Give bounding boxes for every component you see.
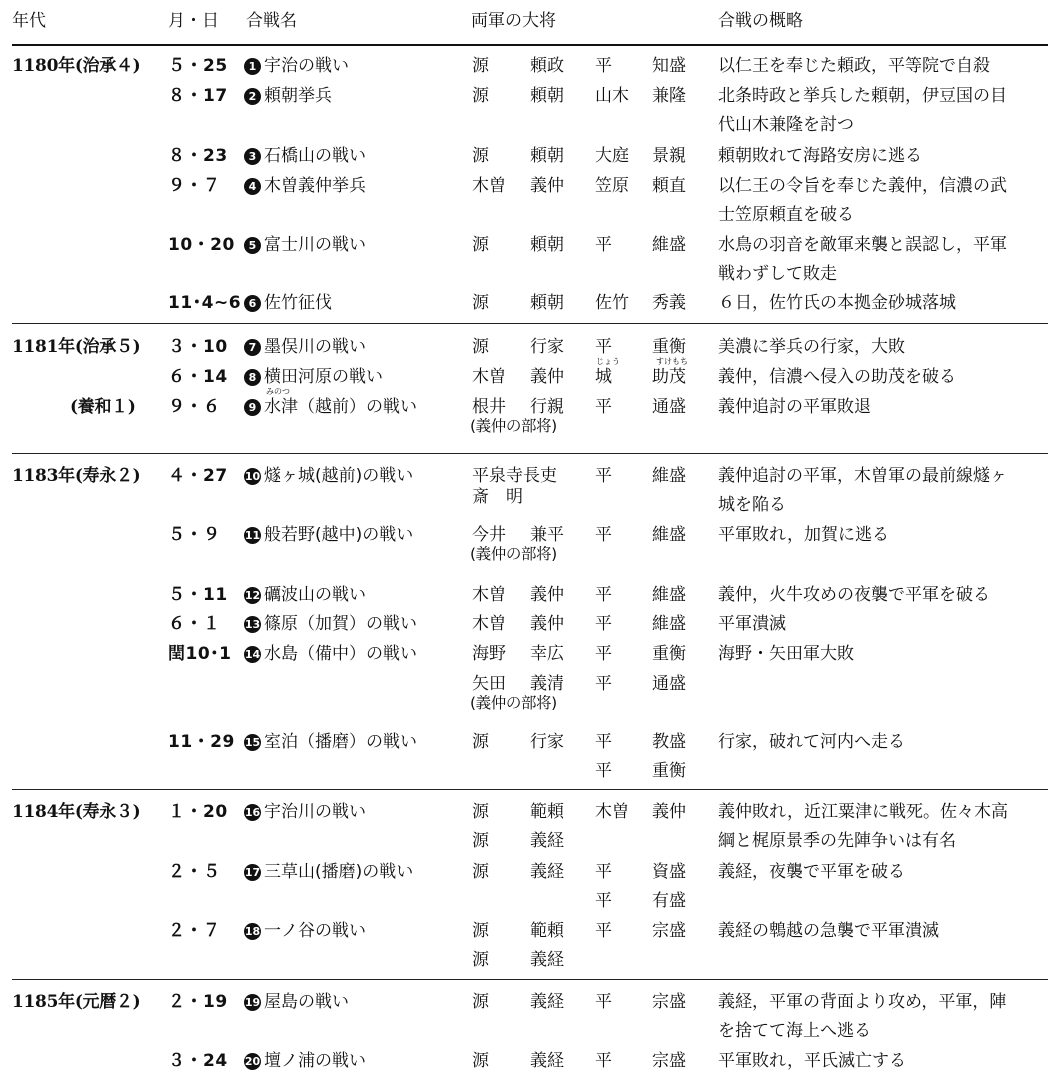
commander-a-name: 義仲 bbox=[530, 614, 564, 634]
battle-number-badge: 5 bbox=[244, 237, 261, 254]
commander-b-surname: 平 bbox=[595, 614, 612, 634]
battle-date: ８・23 bbox=[168, 146, 228, 166]
commander-a-name: 行家 bbox=[530, 337, 564, 357]
battle-date: ６・14 bbox=[168, 367, 228, 387]
commander-b2-name: 重衡 bbox=[652, 761, 686, 781]
commander-b-name: 教盛 bbox=[652, 732, 686, 752]
battle-number-badge: 19 bbox=[244, 995, 261, 1009]
commander-b-surname: 平 bbox=[595, 397, 612, 417]
commander-b-surname: 大庭 bbox=[595, 146, 629, 166]
commander-a2-surname: 矢田 bbox=[472, 674, 506, 694]
era-label: 1185年(元暦２) bbox=[12, 992, 141, 1012]
commander-b-name: 知盛 bbox=[652, 56, 686, 76]
commander-a-name: 行親 bbox=[530, 397, 564, 417]
battle-number-badge: 6 bbox=[244, 295, 261, 312]
battle-number-badge: 1 bbox=[244, 58, 261, 75]
commander-a-surname: 源 bbox=[472, 293, 489, 313]
commander-a-surname: 源 bbox=[472, 337, 489, 357]
battle-name: 一ノ谷の戦い bbox=[264, 921, 366, 941]
battle-name-cell bbox=[244, 584, 366, 606]
commander-b-surname: 平 bbox=[595, 992, 612, 1012]
battle-date: ６・１ bbox=[168, 614, 221, 634]
commander-a-note: (義仲の部将) bbox=[470, 545, 557, 563]
battle-date: ３・24 bbox=[168, 1051, 228, 1071]
battle-name-cell bbox=[244, 85, 332, 107]
battle-date: ９・７ bbox=[168, 176, 221, 196]
battle-name: 宇治の戦い bbox=[264, 56, 349, 76]
commander-a2-surname: 源 bbox=[472, 831, 489, 851]
battle-number-badge: 9 bbox=[244, 399, 261, 416]
battle-summary: 平軍潰滅 bbox=[718, 614, 786, 634]
header-date: 月・日 bbox=[168, 11, 219, 31]
commander-b-surname: 笠原 bbox=[595, 176, 629, 196]
battle-summary: 義仲追討の平軍，木曽軍の最前線燧ヶ bbox=[718, 466, 1007, 486]
commander-b-name: 維盛 bbox=[652, 235, 686, 255]
battle-number-badge: 10 bbox=[244, 469, 261, 483]
battle-date: ２・７ bbox=[168, 921, 221, 941]
battle-name: 屋島の戦い bbox=[264, 992, 349, 1012]
commander-a-name: 範頼 bbox=[530, 921, 564, 941]
commander-b-name: 維盛 bbox=[652, 525, 686, 545]
battle-name-cell bbox=[244, 55, 349, 77]
commander-a-name: 頼朝 bbox=[530, 146, 564, 166]
battle-summary: 義仲追討の平軍敗退 bbox=[718, 397, 871, 417]
battle-name-cell bbox=[244, 861, 413, 883]
battle-date: ９・６ bbox=[168, 397, 221, 417]
commander-b2-name: 有盛 bbox=[652, 891, 686, 911]
commander-a-surname: 木曽 bbox=[472, 367, 506, 387]
commander-a-name: 義仲 bbox=[530, 585, 564, 605]
battle-name: 般若野(越中)の戦い bbox=[264, 525, 414, 545]
era-label: 1184年(寿永３) bbox=[12, 802, 141, 822]
commander-a-surname: 源 bbox=[472, 862, 489, 882]
commander-a-name: 頼政 bbox=[530, 56, 564, 76]
battle-summary: 以仁王の令旨を奉じた義仲，信濃の武 bbox=[718, 176, 1007, 196]
battle-summary-cont: 代山木兼隆を討つ bbox=[718, 115, 854, 135]
battle-name-cell bbox=[244, 396, 417, 418]
commander-b-surname: 平 bbox=[595, 525, 612, 545]
battle-name: 水津（越前）の戦い bbox=[264, 397, 417, 417]
table-rule bbox=[12, 453, 1048, 454]
battle-name: 宇治川の戦い bbox=[264, 802, 366, 822]
commander-b-ruby: すけもち bbox=[656, 357, 688, 366]
battle-summary: ６日，佐竹氏の本拠金砂城落城 bbox=[718, 293, 956, 313]
battle-name-cell bbox=[244, 234, 366, 256]
battle-name: 墨俣川の戦い bbox=[264, 337, 366, 357]
battle-name: 佐竹征伐 bbox=[264, 293, 332, 313]
battle-name-cell bbox=[244, 731, 417, 753]
battle-summary: 美濃に挙兵の行家，大敗 bbox=[718, 337, 905, 357]
battle-summary: 以仁王を奉じた頼政，平等院で自殺 bbox=[718, 56, 990, 76]
battle-name-cell bbox=[244, 643, 417, 665]
battle-summary-cont: 城を陥る bbox=[718, 495, 786, 515]
battle-name: 室泊（播磨）の戦い bbox=[264, 732, 417, 752]
battle-name-cell bbox=[244, 175, 366, 197]
commander-b2-name: 通盛 bbox=[652, 674, 686, 694]
battle-number-badge: 4 bbox=[244, 178, 261, 195]
battle-summary: 義仲敗れ，近江粟津に戦死。佐々木高 bbox=[718, 802, 1009, 822]
battle-date: ２・19 bbox=[168, 992, 228, 1012]
commander-a-surname: 平泉寺長吏 bbox=[472, 466, 557, 486]
battle-date: ２・５ bbox=[168, 862, 221, 882]
commander-b-name: 景親 bbox=[652, 146, 686, 166]
commander-b2-surname: 平 bbox=[595, 674, 612, 694]
battle-summary-cont: 戦わずして敗走 bbox=[718, 264, 837, 284]
battle-name: 頼朝挙兵 bbox=[264, 86, 332, 106]
commander-a-name: 頼朝 bbox=[530, 86, 564, 106]
commander-a-surname: 木曽 bbox=[472, 176, 506, 196]
battle-name: 木曽義仲挙兵 bbox=[264, 176, 366, 196]
commander-b-name: 維盛 bbox=[652, 614, 686, 634]
battle-summary: 水鳥の羽音を敵軍来襲と誤認し，平軍 bbox=[718, 235, 1007, 255]
battle-summary: 義経，平軍の背面より攻め，平軍，陣 bbox=[718, 992, 1007, 1012]
battle-name-cell bbox=[244, 366, 383, 388]
commander-a-note: (義仲の部将) bbox=[470, 417, 557, 435]
commander-a-surname: 海野 bbox=[472, 644, 506, 664]
battle-date: 閏10･1 bbox=[168, 644, 232, 664]
commander-b-name: 重衡 bbox=[652, 337, 686, 357]
battle-name-cell bbox=[244, 991, 349, 1013]
battle-summary: 海野・矢田軍大敗 bbox=[718, 644, 854, 664]
battle-summary: 義経，夜襲で平軍を破る bbox=[718, 862, 905, 882]
battle-number-badge: 13 bbox=[244, 617, 261, 631]
commander-b-name: 維盛 bbox=[652, 466, 686, 486]
battle-name-cell bbox=[244, 465, 413, 487]
battle-name: 礪波山の戦い bbox=[264, 585, 366, 605]
commander-a-surname: 源 bbox=[472, 732, 489, 752]
commander-a-name: 範頼 bbox=[530, 802, 564, 822]
battle-summary-cont: 士笠原頼直を破る bbox=[718, 205, 854, 225]
commander-b-name: 宗盛 bbox=[652, 1051, 686, 1071]
battle-name: 篠原（加賀）の戦い bbox=[264, 614, 417, 634]
battle-name-cell bbox=[244, 145, 366, 167]
commander-a-note: 斎 明 bbox=[472, 487, 523, 507]
commander-b-surname: 佐竹 bbox=[595, 293, 629, 313]
commander-b-name: 宗盛 bbox=[652, 992, 686, 1012]
battle-number-badge: 7 bbox=[244, 339, 261, 356]
battle-date: ３・10 bbox=[168, 337, 228, 357]
commander-a-surname: 木曽 bbox=[472, 614, 506, 634]
commander-b-surname: 平 bbox=[595, 732, 612, 752]
battle-date: 11・29 bbox=[168, 732, 235, 752]
battle-name-cell bbox=[244, 524, 413, 546]
commander-a-surname: 源 bbox=[472, 921, 489, 941]
battle-name: 水島（備中）の戦い bbox=[264, 644, 417, 664]
commander-a2-name: 義経 bbox=[530, 831, 564, 851]
commander-a2-name: 義清 bbox=[530, 674, 564, 694]
commander-a-name: 義経 bbox=[530, 992, 564, 1012]
battle-number-badge: 20 bbox=[244, 1054, 261, 1068]
commander-a2-note: (義仲の部将) bbox=[470, 694, 557, 712]
commander-b-ruby: じょう bbox=[596, 357, 620, 366]
commander-a-name: 義仲 bbox=[530, 176, 564, 196]
battle-number-badge: 12 bbox=[244, 588, 261, 602]
commander-b-surname: 平 bbox=[595, 235, 612, 255]
battle-summary: 義経の鵯越の急襲で平軍潰滅 bbox=[718, 921, 939, 941]
table-rule bbox=[12, 323, 1048, 324]
battle-number-badge: 17 bbox=[244, 865, 261, 879]
battle-number-badge: 15 bbox=[244, 735, 261, 749]
battle-summary: 義仲，火牛攻めの夜襲で平軍を破る bbox=[718, 585, 990, 605]
commander-a-name: 義仲 bbox=[530, 367, 564, 387]
commander-b-surname: 平 bbox=[595, 466, 612, 486]
commander-b-surname: 城 bbox=[595, 367, 612, 387]
commander-a-surname: 源 bbox=[472, 235, 489, 255]
commander-b-name: 維盛 bbox=[652, 585, 686, 605]
battle-date: ８・17 bbox=[168, 86, 228, 106]
battle-number-badge: 18 bbox=[244, 924, 261, 938]
commander-a-surname: 源 bbox=[472, 1051, 489, 1071]
battle-date: ５・25 bbox=[168, 56, 228, 76]
commander-a-surname: 源 bbox=[472, 56, 489, 76]
battle-summary-cont: を捨てて海上へ逃る bbox=[718, 1021, 871, 1041]
battle-summary: 行家，破れて河内へ走る bbox=[718, 732, 905, 752]
battle-date: 11･4~6 bbox=[168, 293, 242, 313]
battle-name: 横田河原の戦い bbox=[264, 367, 383, 387]
battle-name-cell bbox=[244, 801, 366, 823]
commander-a-name: 行家 bbox=[530, 732, 564, 752]
commander-b-name: 通盛 bbox=[652, 397, 686, 417]
commander-a-surname: 木曽 bbox=[472, 585, 506, 605]
table-rule bbox=[12, 44, 1048, 46]
battle-number-badge: 14 bbox=[244, 647, 261, 661]
battle-number-badge: 16 bbox=[244, 805, 261, 819]
battle-number-badge: 8 bbox=[244, 369, 261, 386]
table-rule bbox=[12, 979, 1048, 980]
battle-name: 三草山(播磨)の戦い bbox=[264, 862, 414, 882]
battle-date: ４・27 bbox=[168, 466, 228, 486]
commander-a2-name: 義経 bbox=[530, 950, 564, 970]
commander-a-surname: 今井 bbox=[472, 525, 506, 545]
commander-a-surname: 源 bbox=[472, 146, 489, 166]
battle-summary: 頼朝敗れて海路安房に逃る bbox=[718, 146, 922, 166]
battle-date: 10・20 bbox=[168, 235, 235, 255]
commander-a-name: 義経 bbox=[530, 862, 564, 882]
commander-b-surname: 平 bbox=[595, 585, 612, 605]
commander-a-surname: 源 bbox=[472, 802, 489, 822]
battle-date: ５・11 bbox=[168, 585, 228, 605]
commander-a-surname: 源 bbox=[472, 992, 489, 1012]
commander-b-surname: 平 bbox=[595, 862, 612, 882]
battle-name-cell bbox=[244, 613, 417, 635]
battle-summary-cont: 綱と梶原景季の先陣争いは有名 bbox=[718, 831, 956, 851]
commander-a-name: 義経 bbox=[530, 1051, 564, 1071]
commander-a-name: 兼平 bbox=[530, 525, 564, 545]
commander-b-surname: 平 bbox=[595, 921, 612, 941]
battle-number-badge: 11 bbox=[244, 528, 261, 542]
commander-b-name: 兼隆 bbox=[652, 86, 686, 106]
table-rule bbox=[12, 789, 1048, 790]
commander-b-name: 宗盛 bbox=[652, 921, 686, 941]
battle-summary: 平軍敗れ，加賀に逃る bbox=[718, 525, 890, 545]
battle-name: 石橋山の戦い bbox=[264, 146, 366, 166]
era-label: 1180年(治承４) bbox=[12, 56, 141, 76]
commander-a-name: 頼朝 bbox=[530, 293, 564, 313]
commander-b2-surname: 平 bbox=[595, 891, 612, 911]
battle-name-cell bbox=[244, 292, 332, 314]
era-label-alt: (養和１) bbox=[70, 397, 136, 417]
battle-summary: 平軍敗れ，平氏滅亡する bbox=[718, 1051, 907, 1071]
battle-date: ５・９ bbox=[168, 525, 221, 545]
battle-name: 燧ヶ城(越前)の戦い bbox=[264, 466, 414, 486]
commander-a-surname: 源 bbox=[472, 86, 489, 106]
battle-name-cell bbox=[244, 336, 366, 358]
header-year: 年代 bbox=[12, 11, 46, 31]
battle-name-ruby: みのつ bbox=[266, 387, 290, 396]
battle-name: 富士川の戦い bbox=[264, 235, 366, 255]
commander-b-name: 重衡 bbox=[652, 644, 686, 664]
commander-a-name: 幸広 bbox=[530, 644, 564, 664]
commander-a-surname: 根井 bbox=[472, 397, 506, 417]
commander-b-surname: 平 bbox=[595, 337, 612, 357]
era-label: 1181年(治承５) bbox=[12, 337, 141, 357]
commander-b-name: 頼直 bbox=[652, 176, 686, 196]
commander-b-surname: 平 bbox=[595, 644, 612, 664]
commander-b-surname: 木曽 bbox=[595, 802, 629, 822]
battle-name-cell bbox=[244, 920, 366, 942]
commander-b-surname: 山木 bbox=[595, 86, 629, 106]
header-battle: 合戦名 bbox=[246, 11, 297, 31]
era-label: 1183年(寿永２) bbox=[12, 466, 141, 486]
battle-number-badge: 2 bbox=[244, 88, 261, 105]
commander-b-surname: 平 bbox=[595, 1051, 612, 1071]
commander-a2-surname: 源 bbox=[472, 950, 489, 970]
commander-b-name: 助茂 bbox=[652, 367, 686, 387]
header-summary: 合戦の概略 bbox=[718, 11, 803, 31]
battle-summary: 北条時政と挙兵した頼朝，伊豆国の目 bbox=[718, 86, 1007, 106]
commander-b-surname: 平 bbox=[595, 56, 612, 76]
battle-name-cell bbox=[244, 1050, 366, 1072]
commander-b-name: 資盛 bbox=[652, 862, 686, 882]
commander-b2-surname: 平 bbox=[595, 761, 612, 781]
commander-b-name: 秀義 bbox=[652, 293, 686, 313]
commander-a-name: 頼朝 bbox=[530, 235, 564, 255]
battle-date: １・20 bbox=[168, 802, 228, 822]
commander-b-name: 義仲 bbox=[652, 802, 686, 822]
battle-summary: 義仲，信濃へ侵入の助茂を破る bbox=[718, 367, 956, 387]
battle-number-badge: 3 bbox=[244, 148, 261, 165]
header-commanders: 両軍の大将 bbox=[471, 11, 556, 31]
battle-name: 壇ノ浦の戦い bbox=[264, 1051, 366, 1071]
